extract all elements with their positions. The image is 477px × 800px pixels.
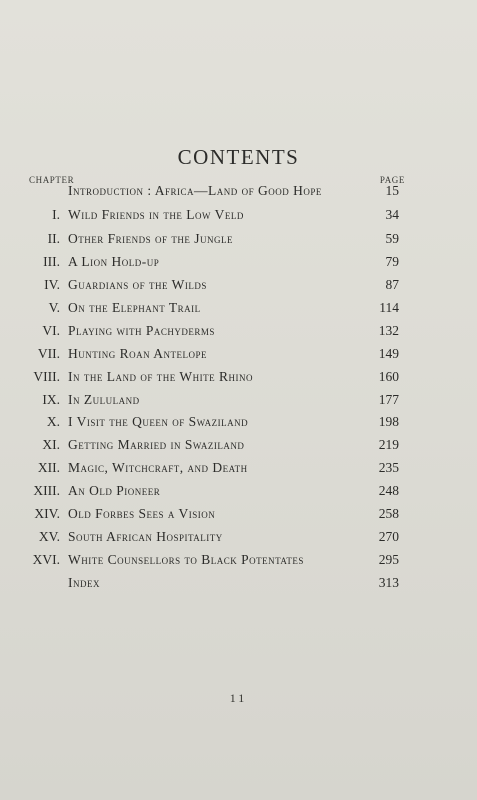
- chapter-title: Getting Married in Swaziland: [68, 437, 245, 452]
- chapter-number: VIII.: [33, 369, 60, 384]
- chapter-title: White Counsellors to Black Potentates: [68, 552, 304, 567]
- chapter-number: III.: [43, 254, 60, 269]
- chapter-title: Index: [68, 575, 100, 590]
- chapter-title: In Zululand: [68, 392, 140, 407]
- chapter-title: In the Land of the White Rhino: [68, 369, 253, 384]
- page-number: 132: [378, 323, 399, 338]
- chapter-number: XIII.: [33, 483, 60, 498]
- chapter-number: V.: [48, 300, 60, 315]
- page-number: 149: [378, 346, 399, 361]
- chapter-number: XII.: [37, 460, 60, 475]
- toc-entry: [0, 414, 477, 434]
- toc-entry: [0, 392, 477, 412]
- toc-entry: [0, 437, 477, 457]
- toc-entry: [0, 300, 477, 320]
- chapter-title: Guardians of the Wilds: [68, 277, 207, 292]
- toc-entry: [0, 460, 477, 480]
- chapter-number: I.: [52, 207, 60, 222]
- chapter-title: I Visit the Queen of Swaziland: [68, 414, 249, 429]
- toc-entry: [0, 183, 477, 203]
- chapter-column-header: CHAPTER: [29, 175, 75, 185]
- chapter-number: IV.: [44, 277, 60, 292]
- page-number: 313: [378, 575, 399, 590]
- page-column-header: PAGE: [379, 175, 405, 185]
- chapter-title: On the Elephant Trail: [68, 300, 201, 315]
- chapter-title: A Lion Hold-up: [68, 254, 160, 269]
- chapter-title: Magic, Witchcraft, and Death: [68, 460, 248, 475]
- chapter-title: Playing with Pachyderms: [68, 323, 215, 338]
- page-number: 79: [385, 254, 399, 269]
- toc-entry: [0, 575, 477, 595]
- page-number: 160: [378, 369, 399, 384]
- chapter-number: VI.: [42, 323, 60, 338]
- toc-entry: [0, 552, 477, 572]
- page-number: 270: [378, 529, 399, 544]
- chapter-number: II.: [47, 231, 60, 246]
- page-number: 114: [379, 300, 399, 315]
- toc-entry: [0, 207, 477, 227]
- chapter-title: Hunting Roan Antelope: [68, 346, 207, 361]
- page-number: 219: [378, 437, 399, 452]
- chapter-title: Wild Friends in the Low Veld: [68, 207, 244, 222]
- page-number: 295: [378, 552, 399, 567]
- toc-entry: [0, 506, 477, 526]
- toc-entry: [0, 231, 477, 251]
- toc-entry: [0, 369, 477, 389]
- toc-entry: [0, 529, 477, 549]
- chapter-title: An Old Pioneer: [68, 483, 161, 498]
- chapter-title: Other Friends of the Jungle: [68, 231, 234, 246]
- page-number: 198: [378, 414, 399, 429]
- page-number: 59: [385, 231, 399, 246]
- toc-entry: [0, 323, 477, 343]
- chapter-number: XVI.: [32, 552, 60, 567]
- page-number: 34: [385, 207, 399, 222]
- toc-entry: [0, 254, 477, 274]
- page-number: 235: [378, 460, 399, 475]
- chapter-number: XI.: [42, 437, 60, 452]
- page-number: 15: [385, 183, 399, 198]
- page-folio: 11: [229, 691, 248, 705]
- chapter-number: X.: [46, 414, 60, 429]
- chapter-title: Introduction : Africa—Land of Good Hope: [68, 183, 322, 198]
- chapter-number: XIV.: [34, 506, 60, 521]
- toc-entry: [0, 483, 477, 503]
- page-number: 248: [378, 483, 399, 498]
- page-title: CONTENTS: [177, 145, 300, 169]
- page-number: 87: [385, 277, 399, 292]
- chapter-title: Old Forbes Sees a Vision: [68, 506, 216, 521]
- page-number: 177: [378, 392, 399, 407]
- toc-entry: [0, 346, 477, 366]
- chapter-number: VII.: [37, 346, 60, 361]
- toc-entry: [0, 277, 477, 297]
- chapter-number: XV.: [38, 529, 60, 544]
- page-number: 258: [378, 506, 399, 521]
- chapter-number: IX.: [42, 392, 60, 407]
- chapter-title: South African Hospitality: [68, 529, 223, 544]
